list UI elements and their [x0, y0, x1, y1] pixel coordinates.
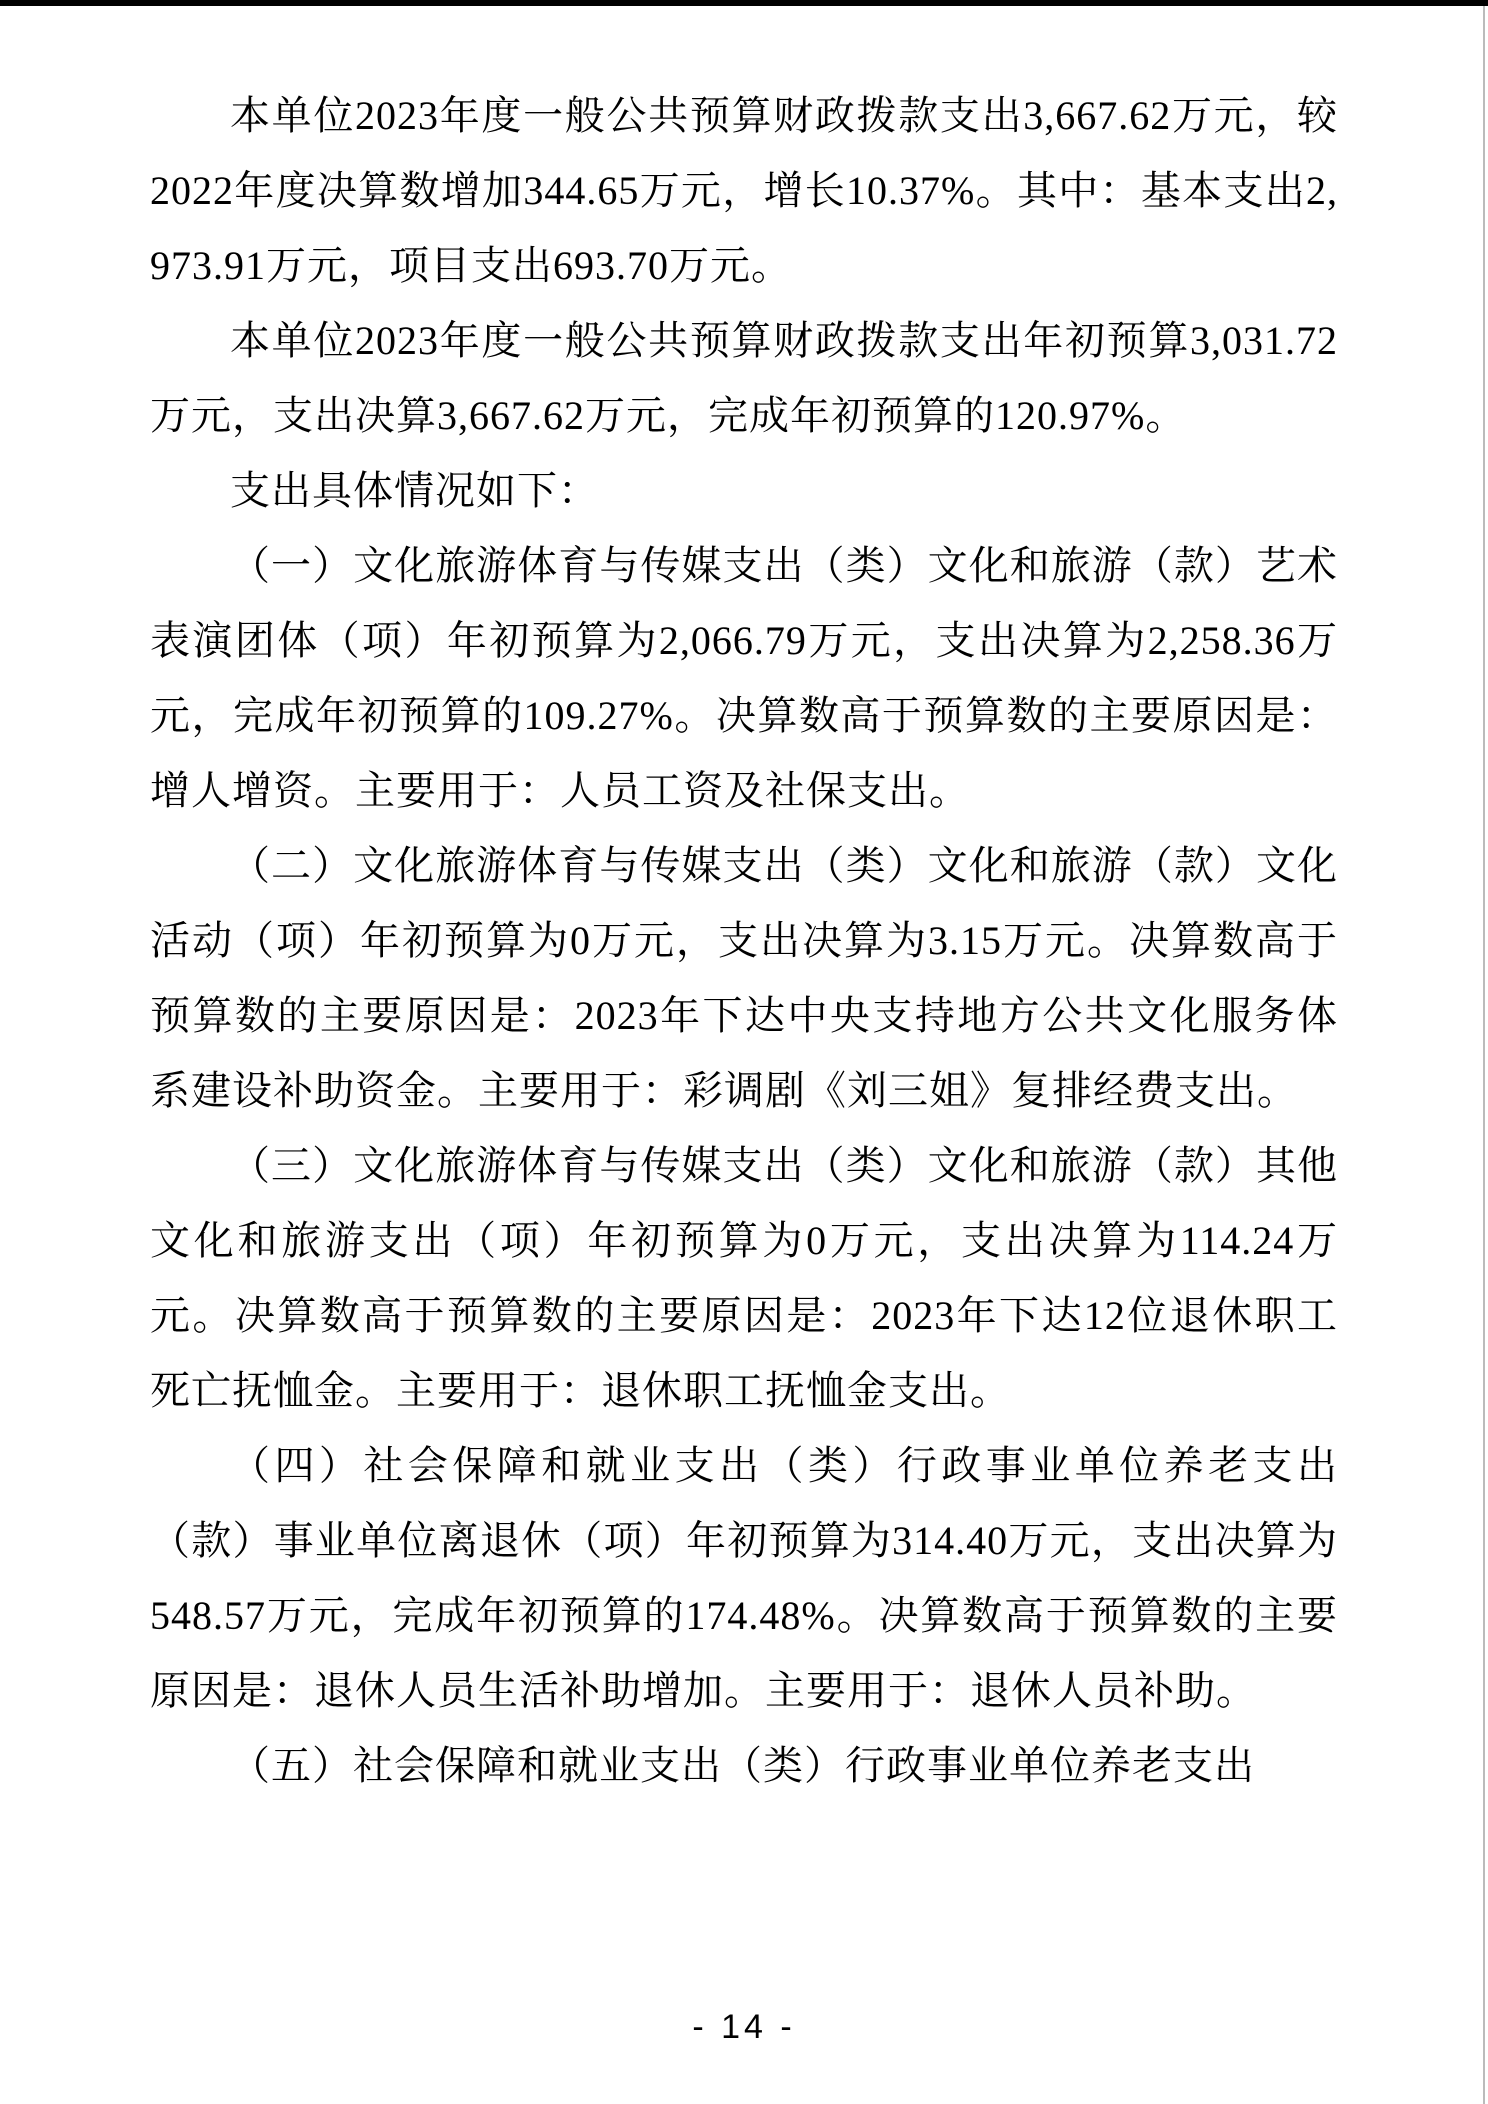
paragraph-initial-budget-completion: 本单位2023年度一般公共预算财政拨款支出年初预算3,031.72万元，支出决算3,667.62万元，完成年初预算的120.97%。: [150, 318, 1338, 438]
paragraph-budget-expenditure-summary: 本单位2023年度一般公共预算财政拨款支出3,667.62万元，较2022年度决算数增加344.65万元，增长10.37%。其中：基本支出2,973.91万元，项目支出693.70万元。: [150, 93, 1338, 288]
paragraph-item-2-cultural-activities: （二）文化旅游体育与传媒支出（类）文化和旅游（款）文化活动（项）年初预算为0万元，支出决算为3.15万元。决算数高于预算数的主要原因是：2023年下达中央支持地方公共文化服务体系建设补助资金。主要用于：彩调剧《刘三姐》复排经费支出。: [150, 843, 1338, 1113]
paragraph-detail-intro: 支出具体情况如下：: [230, 468, 599, 513]
scan-artifact-right-line: [1483, 6, 1485, 2104]
scan-artifact-top-bar: [0, 0, 1488, 6]
paragraph-item-5-pension-start: （五）社会保障和就业支出（类）行政事业单位养老支出: [230, 1743, 1255, 1788]
page-footer: [0, 2008, 1488, 2047]
paragraph-item-4-retirement: （四）社会保障和就业支出（类）行政事业单位养老支出（款）事业单位离退休（项）年初预算为314.40万元，支出决算为548.57万元，完成年初预算的174.48%。决算数高于预算数的主要原因是：退休人员生活补助增加。主要用于：退休人员补助。: [150, 1443, 1338, 1713]
paragraph-item-3-other-culture-tourism: （三）文化旅游体育与传媒支出（类）文化和旅游（款）其他文化和旅游支出（项）年初预算为0万元，支出决算为114.24万元。决算数高于预算数的主要原因是：2023年下达12位退休职工死亡抚恤金。主要用于：退休职工抚恤金支出。: [150, 1143, 1338, 1413]
paragraph-item-1-art-performance: （一）文化旅游体育与传媒支出（类）文化和旅游（款）艺术表演团体（项）年初预算为2,066.79万元，支出决算为2,258.36万元，完成年初预算的109.27%。决算数高于预算数的主要原因是：增人增资。主要用于：人员工资及社保支出。: [150, 543, 1338, 813]
page-number: - 14 -: [692, 2008, 796, 2046]
document-body: [150, 78, 1338, 1803]
